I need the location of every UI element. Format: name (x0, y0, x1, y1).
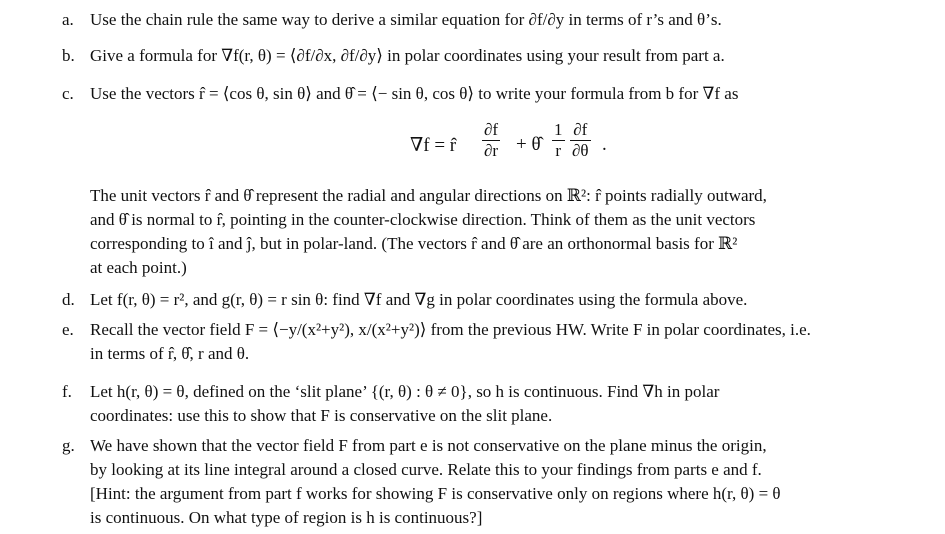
item-marker: g. (62, 436, 75, 455)
fraction-denominator: ∂r (484, 141, 499, 160)
fraction-numerator: ∂f (484, 120, 499, 139)
item-text (90, 82, 738, 106)
item-text (90, 434, 781, 530)
item-text (90, 44, 725, 68)
item-line: Give a formula for ∇f(r, θ) = ⟨∂f/∂x, ∂f/∂y⟩ in polar coordinates using your result from part a. (90, 46, 725, 65)
explanation-paragraph (90, 184, 930, 280)
item-text (90, 380, 719, 428)
item-line: Use the vectors r̂ = ⟨cos θ, sin θ⟩ and θ̂ = ⟨− sin θ, cos θ⟩ to write your formula from b for ∇f as (90, 84, 739, 103)
item-text (90, 8, 722, 32)
item-marker: f. (62, 382, 72, 401)
item-marker: d. (62, 290, 75, 309)
item-line: We have shown that the vector field F from part e is not conservative on the plane minus the origin, (90, 436, 767, 455)
fraction-df-dr (482, 120, 500, 161)
item-marker: e. (62, 320, 74, 339)
item-marker: c. (62, 84, 74, 103)
paragraph-line: and θ̂ is normal to r̂, pointing in the counter-clockwise direction. Think of them as the unit vectors (90, 210, 756, 229)
fraction-denominator: r (555, 141, 562, 160)
display-equation (410, 120, 630, 172)
fraction-denominator: ∂θ (572, 141, 589, 160)
paragraph-line: at each point.) (90, 258, 187, 277)
item-line: coordinates: use this to show that F is conservative on the slit plane. (90, 406, 553, 425)
paragraph-line: corresponding to î and ĵ, but in polar-land. (The vectors r̂ and θ̂ are an orthonormal basis for ℝ² (90, 234, 738, 253)
fraction-numerator: ∂f (570, 120, 591, 141)
item-line: is continuous. On what type of region is h is continuous?] (90, 508, 483, 527)
paragraph-line: The unit vectors r̂ and θ̂ represent the radial and angular directions on ℝ²: r̂ points radially outward, (90, 186, 767, 205)
item-line: Use the chain rule the same way to derive a similar equation for ∂f/∂y in terms of r’s and θ’s. (90, 10, 722, 29)
item-text (90, 318, 811, 366)
item-line: Let f(r, θ) = r², and g(r, θ) = r sin θ: find ∇f and ∇g in polar coordinates using the formula above. (90, 290, 748, 309)
item-text (90, 288, 747, 312)
equation-lhs: ∇f = r̂ (410, 135, 457, 156)
item-line: [Hint: the argument from part f works for showing F is conservative only on regions where h(r, θ) = θ (90, 484, 781, 503)
equation-period: . (602, 134, 607, 155)
item-line: by looking at its line integral around a closed curve. Relate this to your findings from parts e and f. (90, 460, 762, 479)
equation-plus-theta: + θ̂ (516, 134, 541, 155)
fraction-df-dtheta (570, 120, 591, 161)
item-marker: a. (62, 10, 74, 29)
item-marker: b. (62, 46, 75, 65)
item-line: Let h(r, θ) = θ, defined on the ‘slit plane’ {(r, θ) : θ ≠ 0}, so h is continuous. Find ∇h in polar (90, 382, 720, 401)
fraction-one-over-r (552, 120, 565, 161)
item-line: in terms of r̂, θ̂, r and θ. (90, 344, 250, 363)
fraction-numerator: 1 (554, 120, 563, 139)
item-line: Recall the vector field F = ⟨−y/(x²+y²), x/(x²+y²)⟩ from the previous HW. Write F in polar coordinates, i.e. (90, 320, 811, 339)
